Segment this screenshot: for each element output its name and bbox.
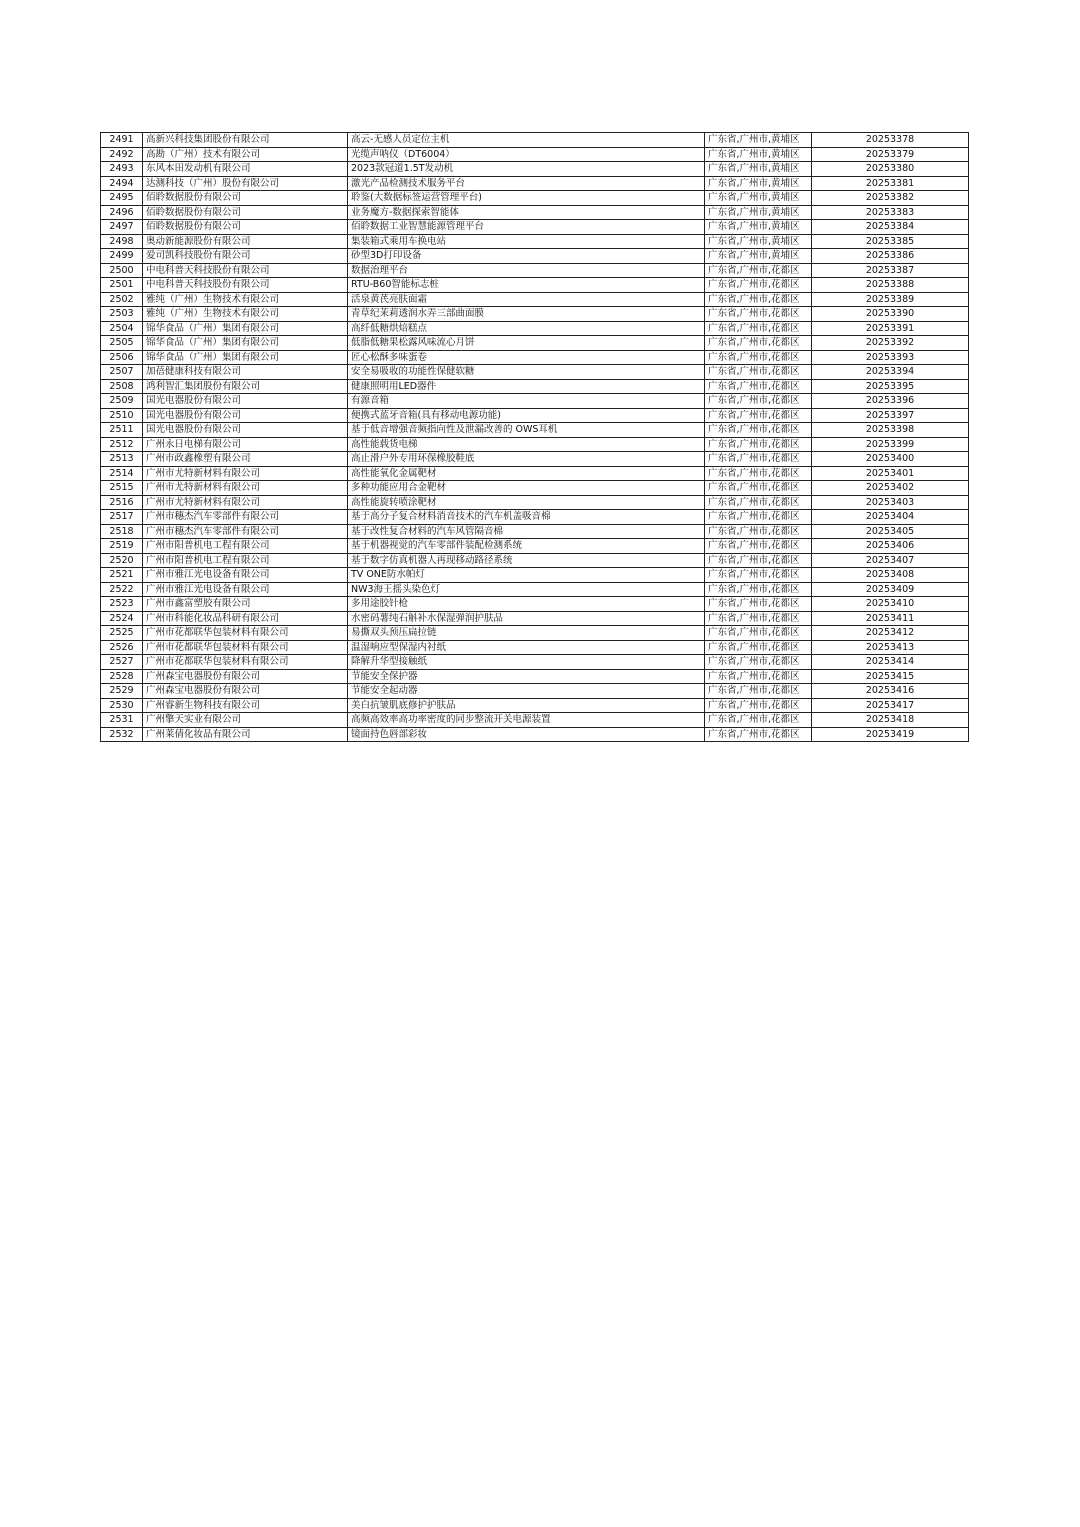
- row-number-cell: 2518: [101, 524, 143, 539]
- table-row: [101, 524, 969, 539]
- region-cell: 广东省,广州市,花都区: [705, 408, 812, 423]
- product-name-cell: 高云-无感人员定位主机: [348, 133, 705, 148]
- company-name-cell: 广州市鑫富塑胶有限公司: [143, 597, 348, 612]
- product-name-cell: 佰聆数据工业智慧能源管理平台: [348, 220, 705, 235]
- region-cell: 广东省,广州市,花都区: [705, 669, 812, 684]
- code-cell: 20253393: [812, 350, 969, 365]
- region-cell: 广东省,广州市,黄埔区: [705, 162, 812, 177]
- code-cell: 20253397: [812, 408, 969, 423]
- product-name-cell: 光缆声呐仪（DT6004）: [348, 147, 705, 162]
- table-row: [101, 205, 969, 220]
- region-cell: 广东省,广州市,花都区: [705, 292, 812, 307]
- row-number-cell: 2492: [101, 147, 143, 162]
- code-cell: 20253379: [812, 147, 969, 162]
- table-row: [101, 307, 969, 322]
- table-row: [101, 713, 969, 728]
- region-cell: 广东省,广州市,花都区: [705, 365, 812, 380]
- row-number-cell: 2495: [101, 191, 143, 206]
- code-cell: 20253401: [812, 466, 969, 481]
- table-row: [101, 437, 969, 452]
- code-cell: 20253387: [812, 263, 969, 278]
- region-cell: 广东省,广州市,花都区: [705, 510, 812, 525]
- row-number-cell: 2517: [101, 510, 143, 525]
- code-cell: 20253382: [812, 191, 969, 206]
- company-name-cell: 雅纯（广州）生物技术有限公司: [143, 307, 348, 322]
- row-number-cell: 2508: [101, 379, 143, 394]
- registry-table-body: [101, 133, 969, 742]
- row-number-cell: 2501: [101, 278, 143, 293]
- product-name-cell: 节能安全起动器: [348, 684, 705, 699]
- region-cell: 广东省,广州市,花都区: [705, 684, 812, 699]
- code-cell: 20253392: [812, 336, 969, 351]
- region-cell: 广东省,广州市,花都区: [705, 539, 812, 554]
- table-row: [101, 408, 969, 423]
- row-number-cell: 2527: [101, 655, 143, 670]
- product-name-cell: 砂型3D打印设备: [348, 249, 705, 264]
- code-cell: 20253400: [812, 452, 969, 467]
- company-name-cell: 广州市尤特新材料有限公司: [143, 466, 348, 481]
- table-row: [101, 162, 969, 177]
- table-row: [101, 350, 969, 365]
- company-name-cell: 鸿利智汇集团股份有限公司: [143, 379, 348, 394]
- company-name-cell: 奥动新能源股份有限公司: [143, 234, 348, 249]
- table-row: [101, 727, 969, 742]
- row-number-cell: 2528: [101, 669, 143, 684]
- company-name-cell: 锦华食品（广州）集团有限公司: [143, 350, 348, 365]
- company-name-cell: 广州莱倩化妆品有限公司: [143, 727, 348, 742]
- row-number-cell: 2493: [101, 162, 143, 177]
- region-cell: 广东省,广州市,黄埔区: [705, 133, 812, 148]
- product-name-cell: 美白抗皱肌底修护护肤品: [348, 698, 705, 713]
- row-number-cell: 2491: [101, 133, 143, 148]
- company-name-cell: 广州擎天实业有限公司: [143, 713, 348, 728]
- product-name-cell: 基于高分子复合材料消音技术的汽车机盖吸音棉: [348, 510, 705, 525]
- table-row: [101, 640, 969, 655]
- table-row: [101, 452, 969, 467]
- product-name-cell: 业务魔方-数据探索智能体: [348, 205, 705, 220]
- row-number-cell: 2516: [101, 495, 143, 510]
- code-cell: 20253403: [812, 495, 969, 510]
- row-number-cell: 2510: [101, 408, 143, 423]
- product-name-cell: 高性能旋转喷涂靶材: [348, 495, 705, 510]
- region-cell: 广东省,广州市,花都区: [705, 626, 812, 641]
- product-name-cell: 易撕双头预压扁拉链: [348, 626, 705, 641]
- row-number-cell: 2494: [101, 176, 143, 191]
- product-name-cell: 高性能氧化金属靶材: [348, 466, 705, 481]
- region-cell: 广东省,广州市,花都区: [705, 524, 812, 539]
- region-cell: 广东省,广州市,花都区: [705, 350, 812, 365]
- region-cell: 广东省,广州市,花都区: [705, 655, 812, 670]
- row-number-cell: 2519: [101, 539, 143, 554]
- product-name-cell: 水密码薯纯石斛补水保湿弹润护肤品: [348, 611, 705, 626]
- product-name-cell: 镜面持色唇部彩妆: [348, 727, 705, 742]
- table-row: [101, 278, 969, 293]
- code-cell: 20253409: [812, 582, 969, 597]
- table-row: [101, 394, 969, 409]
- region-cell: 广东省,广州市,花都区: [705, 321, 812, 336]
- table-row: [101, 481, 969, 496]
- code-cell: 20253404: [812, 510, 969, 525]
- table-row: [101, 249, 969, 264]
- company-name-cell: 广州森宝电器股份有限公司: [143, 669, 348, 684]
- product-name-cell: 青草纪茉莉透润水弄三部曲面膜: [348, 307, 705, 322]
- row-number-cell: 2526: [101, 640, 143, 655]
- table-row: [101, 292, 969, 307]
- row-number-cell: 2503: [101, 307, 143, 322]
- table-row: [101, 495, 969, 510]
- row-number-cell: 2496: [101, 205, 143, 220]
- code-cell: 20253413: [812, 640, 969, 655]
- row-number-cell: 2500: [101, 263, 143, 278]
- table-row: [101, 133, 969, 148]
- product-name-cell: 高性能载货电梯: [348, 437, 705, 452]
- table-row: [101, 336, 969, 351]
- row-number-cell: 2497: [101, 220, 143, 235]
- product-name-cell: 多种功能应用合金靶材: [348, 481, 705, 496]
- region-cell: 广东省,广州市,花都区: [705, 727, 812, 742]
- company-name-cell: 广州市雅江光电设备有限公司: [143, 568, 348, 583]
- code-cell: 20253415: [812, 669, 969, 684]
- product-name-cell: RTU-B60智能标志桩: [348, 278, 705, 293]
- region-cell: 广东省,广州市,花都区: [705, 263, 812, 278]
- code-cell: 20253410: [812, 597, 969, 612]
- company-name-cell: 国光电器股份有限公司: [143, 394, 348, 409]
- company-name-cell: 锦华食品（广州）集团有限公司: [143, 336, 348, 351]
- code-cell: 20253380: [812, 162, 969, 177]
- region-cell: 广东省,广州市,花都区: [705, 611, 812, 626]
- row-number-cell: 2506: [101, 350, 143, 365]
- product-name-cell: 激光产品检测技术服务平台: [348, 176, 705, 191]
- row-number-cell: 2514: [101, 466, 143, 481]
- region-cell: 广东省,广州市,花都区: [705, 452, 812, 467]
- code-cell: 20253407: [812, 553, 969, 568]
- row-number-cell: 2531: [101, 713, 143, 728]
- company-name-cell: 广州市穗杰汽车零部件有限公司: [143, 510, 348, 525]
- code-cell: 20253378: [812, 133, 969, 148]
- table-row: [101, 597, 969, 612]
- company-name-cell: 国光电器股份有限公司: [143, 408, 348, 423]
- code-cell: 20253385: [812, 234, 969, 249]
- table-row: [101, 147, 969, 162]
- region-cell: 广东省,广州市,黄埔区: [705, 220, 812, 235]
- company-name-cell: 广州睿新生物科技有限公司: [143, 698, 348, 713]
- table-row: [101, 321, 969, 336]
- product-name-cell: 安全易吸收的功能性保健软糖: [348, 365, 705, 380]
- product-name-cell: NW3海王摇头染色灯: [348, 582, 705, 597]
- row-number-cell: 2522: [101, 582, 143, 597]
- company-name-cell: 锦华食品（广州）集团有限公司: [143, 321, 348, 336]
- company-name-cell: 佰聆数据股份有限公司: [143, 220, 348, 235]
- code-cell: 20253408: [812, 568, 969, 583]
- company-name-cell: 佰聆数据股份有限公司: [143, 205, 348, 220]
- table-row: [101, 220, 969, 235]
- region-cell: 广东省,广州市,花都区: [705, 640, 812, 655]
- code-cell: 20253383: [812, 205, 969, 220]
- product-name-cell: 高止滑户外专用环保橡胶鞋底: [348, 452, 705, 467]
- table-row: [101, 582, 969, 597]
- company-name-cell: 佰聆数据股份有限公司: [143, 191, 348, 206]
- region-cell: 广东省,广州市,花都区: [705, 466, 812, 481]
- table-row: [101, 655, 969, 670]
- company-name-cell: 东风本田发动机有限公司: [143, 162, 348, 177]
- code-cell: 20253402: [812, 481, 969, 496]
- row-number-cell: 2499: [101, 249, 143, 264]
- code-cell: 20253416: [812, 684, 969, 699]
- table-row: [101, 176, 969, 191]
- table-row: [101, 379, 969, 394]
- row-number-cell: 2507: [101, 365, 143, 380]
- region-cell: 广东省,广州市,黄埔区: [705, 249, 812, 264]
- company-name-cell: 广州市花都联华包装材料有限公司: [143, 640, 348, 655]
- code-cell: 20253384: [812, 220, 969, 235]
- row-number-cell: 2511: [101, 423, 143, 438]
- region-cell: 广东省,广州市,花都区: [705, 553, 812, 568]
- code-cell: 20253418: [812, 713, 969, 728]
- table-row: [101, 539, 969, 554]
- product-name-cell: 多用途胶针枪: [348, 597, 705, 612]
- company-name-cell: 国光电器股份有限公司: [143, 423, 348, 438]
- code-cell: 20253396: [812, 394, 969, 409]
- row-number-cell: 2505: [101, 336, 143, 351]
- code-cell: 20253394: [812, 365, 969, 380]
- region-cell: 广东省,广州市,黄埔区: [705, 176, 812, 191]
- row-number-cell: 2525: [101, 626, 143, 641]
- registry-sheet: [100, 132, 968, 742]
- table-row: [101, 466, 969, 481]
- code-cell: 20253414: [812, 655, 969, 670]
- company-name-cell: 广州永日电梯有限公司: [143, 437, 348, 452]
- product-name-cell: 节能安全保护器: [348, 669, 705, 684]
- table-row: [101, 191, 969, 206]
- row-number-cell: 2498: [101, 234, 143, 249]
- product-name-cell: 降解升华型接触纸: [348, 655, 705, 670]
- product-name-cell: 基于改性复合材料的汽车风管隔音棉: [348, 524, 705, 539]
- region-cell: 广东省,广州市,黄埔区: [705, 234, 812, 249]
- row-number-cell: 2502: [101, 292, 143, 307]
- table-row: [101, 626, 969, 641]
- company-name-cell: 广州市穗杰汽车零部件有限公司: [143, 524, 348, 539]
- registry-table: [100, 132, 969, 742]
- company-name-cell: 中电科普天科技股份有限公司: [143, 263, 348, 278]
- region-cell: 广东省,广州市,花都区: [705, 379, 812, 394]
- table-row: [101, 669, 969, 684]
- company-name-cell: 广州市花都联华包装材料有限公司: [143, 626, 348, 641]
- code-cell: 20253405: [812, 524, 969, 539]
- region-cell: 广东省,广州市,花都区: [705, 481, 812, 496]
- table-row: [101, 553, 969, 568]
- row-number-cell: 2515: [101, 481, 143, 496]
- product-name-cell: 高纤低糖烘焙糕点: [348, 321, 705, 336]
- row-number-cell: 2529: [101, 684, 143, 699]
- company-name-cell: 加蓓健康科技有限公司: [143, 365, 348, 380]
- row-number-cell: 2523: [101, 597, 143, 612]
- code-cell: 20253411: [812, 611, 969, 626]
- table-row: [101, 611, 969, 626]
- region-cell: 广东省,广州市,花都区: [705, 437, 812, 452]
- product-name-cell: 2023款冠道1.5T发动机: [348, 162, 705, 177]
- region-cell: 广东省,广州市,黄埔区: [705, 205, 812, 220]
- company-name-cell: 广州市雅江光电设备有限公司: [143, 582, 348, 597]
- product-name-cell: 聆鉴(大数据标签运营管理平台): [348, 191, 705, 206]
- row-number-cell: 2524: [101, 611, 143, 626]
- code-cell: 20253417: [812, 698, 969, 713]
- code-cell: 20253406: [812, 539, 969, 554]
- product-name-cell: TV ONE防水帕灯: [348, 568, 705, 583]
- table-row: [101, 684, 969, 699]
- region-cell: 广东省,广州市,花都区: [705, 307, 812, 322]
- table-row: [101, 263, 969, 278]
- row-number-cell: 2509: [101, 394, 143, 409]
- code-cell: 20253390: [812, 307, 969, 322]
- company-name-cell: 广州市科能化妆品科研有限公司: [143, 611, 348, 626]
- region-cell: 广东省,广州市,花都区: [705, 582, 812, 597]
- code-cell: 20253398: [812, 423, 969, 438]
- row-number-cell: 2520: [101, 553, 143, 568]
- company-name-cell: 广州森宝电器股份有限公司: [143, 684, 348, 699]
- code-cell: 20253391: [812, 321, 969, 336]
- code-cell: 20253381: [812, 176, 969, 191]
- table-row: [101, 698, 969, 713]
- product-name-cell: 基于低音增强音频指向性及泄漏改善的 OWS耳机: [348, 423, 705, 438]
- table-row: [101, 568, 969, 583]
- code-cell: 20253388: [812, 278, 969, 293]
- code-cell: 20253399: [812, 437, 969, 452]
- product-name-cell: 温湿响应型保湿内衬纸: [348, 640, 705, 655]
- code-cell: 20253386: [812, 249, 969, 264]
- company-name-cell: 雅纯（广州）生物技术有限公司: [143, 292, 348, 307]
- region-cell: 广东省,广州市,花都区: [705, 713, 812, 728]
- product-name-cell: 高频高效率高功率密度的同步整流开关电源装置: [348, 713, 705, 728]
- company-name-cell: 中电科普天科技股份有限公司: [143, 278, 348, 293]
- company-name-cell: 广州市政鑫橡塑有限公司: [143, 452, 348, 467]
- product-name-cell: 集装箱式乘用车换电站: [348, 234, 705, 249]
- product-name-cell: 低脂低糖果松露风味流心月饼: [348, 336, 705, 351]
- product-name-cell: 有源音箱: [348, 394, 705, 409]
- company-name-cell: 广州市尤特新材料有限公司: [143, 495, 348, 510]
- code-cell: 20253412: [812, 626, 969, 641]
- region-cell: 广东省,广州市,花都区: [705, 423, 812, 438]
- product-name-cell: 基于机器视觉的汽车零部件装配检测系统: [348, 539, 705, 554]
- code-cell: 20253389: [812, 292, 969, 307]
- company-name-cell: 广州市尤特新材料有限公司: [143, 481, 348, 496]
- product-name-cell: 基于数字仿真机器人再现移动路径系统: [348, 553, 705, 568]
- product-name-cell: 活泉黄芪亮肤面霜: [348, 292, 705, 307]
- row-number-cell: 2532: [101, 727, 143, 742]
- region-cell: 广东省,广州市,黄埔区: [705, 191, 812, 206]
- company-name-cell: 广州市花都联华包装材料有限公司: [143, 655, 348, 670]
- region-cell: 广东省,广州市,花都区: [705, 394, 812, 409]
- region-cell: 广东省,广州市,花都区: [705, 336, 812, 351]
- company-name-cell: 广州市阳普机电工程有限公司: [143, 539, 348, 554]
- code-cell: 20253395: [812, 379, 969, 394]
- company-name-cell: 广州市阳普机电工程有限公司: [143, 553, 348, 568]
- product-name-cell: 匠心松酥多味蛋卷: [348, 350, 705, 365]
- row-number-cell: 2513: [101, 452, 143, 467]
- row-number-cell: 2530: [101, 698, 143, 713]
- region-cell: 广东省,广州市,花都区: [705, 597, 812, 612]
- company-name-cell: 高勘（广州）技术有限公司: [143, 147, 348, 162]
- row-number-cell: 2512: [101, 437, 143, 452]
- region-cell: 广东省,广州市,黄埔区: [705, 147, 812, 162]
- company-name-cell: 达测科技（广州）股份有限公司: [143, 176, 348, 191]
- region-cell: 广东省,广州市,花都区: [705, 698, 812, 713]
- row-number-cell: 2504: [101, 321, 143, 336]
- row-number-cell: 2521: [101, 568, 143, 583]
- product-name-cell: 便携式蓝牙音箱(具有移动电源功能): [348, 408, 705, 423]
- code-cell: 20253419: [812, 727, 969, 742]
- region-cell: 广东省,广州市,花都区: [705, 278, 812, 293]
- region-cell: 广东省,广州市,花都区: [705, 568, 812, 583]
- table-row: [101, 423, 969, 438]
- table-row: [101, 234, 969, 249]
- company-name-cell: 高新兴科技集团股份有限公司: [143, 133, 348, 148]
- region-cell: 广东省,广州市,花都区: [705, 495, 812, 510]
- table-row: [101, 365, 969, 380]
- company-name-cell: 爱司凯科技股份有限公司: [143, 249, 348, 264]
- product-name-cell: 数据治理平台: [348, 263, 705, 278]
- table-row: [101, 510, 969, 525]
- product-name-cell: 健康照明用LED器件: [348, 379, 705, 394]
